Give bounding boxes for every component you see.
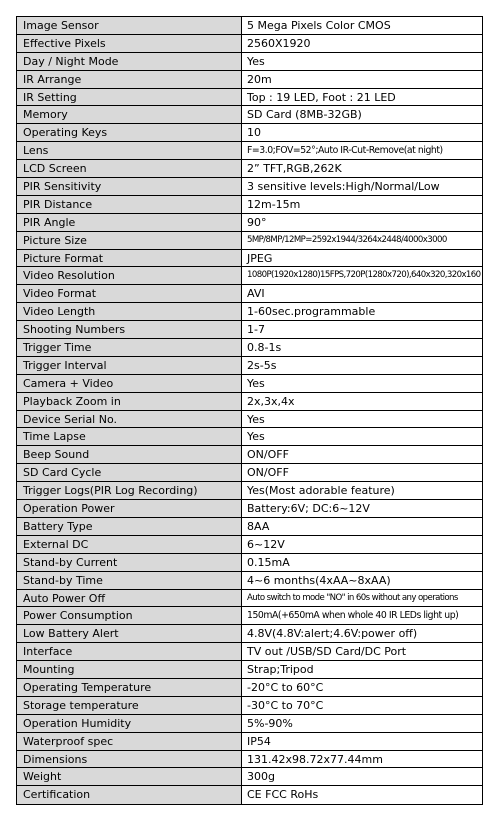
spec-label: Operation Humidity	[17, 715, 242, 732]
table-row	[17, 53, 482, 71]
table-row	[17, 106, 482, 124]
spec-label: Camera + Video	[17, 375, 242, 392]
spec-label: SD Card Cycle	[17, 464, 242, 481]
table-row	[17, 35, 482, 53]
table-row	[17, 357, 482, 375]
spec-label: Stand-by Time	[17, 572, 242, 589]
table-row	[17, 643, 482, 661]
table-row	[17, 411, 482, 429]
spec-label: PIR Angle	[17, 214, 242, 231]
table-row	[17, 590, 482, 608]
table-row	[17, 733, 482, 751]
table-row	[17, 697, 482, 715]
table-row	[17, 393, 482, 411]
spec-label: IR Arrange	[17, 71, 242, 88]
table-row	[17, 250, 482, 268]
spec-value: 2560X1920	[247, 36, 311, 50]
spec-value: 6~12V	[247, 537, 285, 551]
spec-label: Trigger Interval	[17, 357, 242, 374]
table-row	[17, 214, 482, 232]
spec-label: Video Resolution	[17, 267, 242, 284]
spec-label: PIR Distance	[17, 196, 242, 213]
spec-label: Certification	[17, 786, 242, 804]
spec-value: TV out /USB/SD Card/DC Port	[247, 645, 407, 659]
table-row	[17, 196, 482, 214]
spec-value: Yes	[247, 54, 265, 68]
table-row	[17, 786, 482, 804]
spec-value: Auto switch to mode "NO" in 60s without any operations	[247, 592, 458, 603]
table-row	[17, 321, 482, 339]
spec-label: Picture Format	[17, 250, 242, 267]
spec-value: 300g	[247, 770, 275, 784]
spec-value: 20m	[247, 72, 272, 86]
spec-value: 12m-15m	[247, 197, 301, 211]
spec-value: 2” TFT,RGB,262K	[247, 162, 342, 176]
table-row	[17, 160, 482, 178]
spec-value: 3 sensitive levels:High/Normal/Low	[247, 180, 440, 194]
spec-value: 2s-5s	[247, 358, 277, 372]
spec-label: Picture Size	[17, 232, 242, 249]
table-row	[17, 71, 482, 89]
spec-label: External DC	[17, 536, 242, 553]
spec-value: -30°C to 70°C	[247, 698, 324, 712]
table-row	[17, 375, 482, 393]
spec-label: IR Setting	[17, 89, 242, 106]
spec-label: Storage temperature	[17, 697, 242, 714]
spec-value: JPEG	[247, 251, 273, 265]
table-row	[17, 554, 482, 572]
spec-value: F=3.0;FOV=52°;Auto IR-Cut-Remove(at night)	[247, 145, 443, 157]
spec-value: Yes	[247, 412, 265, 426]
spec-label: Day / Night Mode	[17, 53, 242, 70]
spec-label: Power Consumption	[17, 607, 242, 624]
spec-label: Device Serial No.	[17, 411, 242, 428]
spec-value: IP54	[247, 734, 271, 748]
spec-label: Dimensions	[17, 751, 242, 768]
spec-label: Operation Power	[17, 500, 242, 517]
spec-label: Video Length	[17, 303, 242, 320]
table-row	[17, 142, 482, 160]
spec-value: Yes	[247, 430, 265, 444]
spec-value: 0.8-1s	[247, 341, 282, 355]
spec-label: Beep Sound	[17, 446, 242, 463]
spec-value: 5MP/8MP/12MP=2592x1944/3264x2448/4000x3000	[247, 234, 447, 245]
spec-label: Time Lapse	[17, 428, 242, 445]
table-row	[17, 607, 482, 625]
table-row	[17, 89, 482, 107]
spec-value: -20°C to 60°C	[247, 680, 324, 694]
spec-label: Waterproof spec	[17, 733, 242, 750]
spec-value: 0.15mA	[247, 555, 290, 569]
spec-label: Playback Zoom in	[17, 393, 242, 410]
spec-value: 2x,3x,4x	[247, 394, 295, 408]
spec-value: 4.8V(4.8V:alert;4.6V:power off)	[247, 627, 418, 641]
spec-value: ON/OFF	[247, 466, 289, 480]
spec-label: Trigger Time	[17, 339, 242, 356]
table-row	[17, 768, 482, 786]
table-row	[17, 464, 482, 482]
spec-label: Weight	[17, 768, 242, 785]
spec-value: AVI	[247, 287, 265, 301]
spec-value: SD Card (8MB-32GB)	[247, 108, 362, 122]
spec-label: Auto Power Off	[17, 590, 242, 607]
spec-label: Image Sensor	[17, 17, 242, 34]
spec-table	[16, 16, 483, 805]
spec-value: ON/OFF	[247, 448, 289, 462]
spec-value: 1080P(1920x1280)15FPS,720P(1280x720),640x320,320x160	[247, 270, 481, 281]
table-row	[17, 679, 482, 697]
spec-value: 5%-90%	[247, 716, 293, 730]
spec-value: Top : 19 LED, Foot : 21 LED	[247, 90, 396, 104]
table-row	[17, 482, 482, 500]
table-row	[17, 751, 482, 769]
spec-value: 1-60sec.programmable	[247, 305, 376, 319]
spec-value: CE FCC RoHs	[247, 788, 319, 802]
spec-value: 150mA(+650mA when whole 40 IR LEDs light up)	[247, 610, 459, 622]
spec-label: Mounting	[17, 661, 242, 678]
spec-value: Yes	[247, 376, 265, 390]
spec-label: Memory	[17, 106, 242, 123]
table-row	[17, 572, 482, 590]
spec-value: 10	[247, 126, 261, 140]
spec-label: PIR Sensitivity	[17, 178, 242, 195]
spec-value: Strap;Tripod	[247, 663, 314, 677]
spec-value: 90°	[247, 215, 267, 229]
spec-value: 8AA	[247, 519, 270, 533]
table-row	[17, 446, 482, 464]
spec-value: Battery:6V; DC:6~12V	[247, 502, 370, 516]
table-row	[17, 178, 482, 196]
table-row	[17, 428, 482, 446]
table-row	[17, 625, 482, 643]
table-row	[17, 267, 482, 285]
spec-label: Shooting Numbers	[17, 321, 242, 338]
table-row	[17, 124, 482, 142]
spec-label: Lens	[17, 142, 242, 159]
table-row	[17, 715, 482, 733]
spec-label: Operating Keys	[17, 124, 242, 141]
spec-label: Effective Pixels	[17, 35, 242, 52]
spec-label: Low Battery Alert	[17, 625, 242, 642]
table-row	[17, 500, 482, 518]
spec-value: Yes(Most adorable feature)	[247, 484, 395, 498]
spec-label: Operating Temperature	[17, 679, 242, 696]
table-row	[17, 17, 482, 35]
spec-value: 4~6 months(4xAA~8xAA)	[247, 573, 391, 587]
spec-label: Battery Type	[17, 518, 242, 535]
spec-label: Interface	[17, 643, 242, 660]
spec-label: Video Format	[17, 285, 242, 302]
table-row	[17, 536, 482, 554]
table-row	[17, 518, 482, 536]
table-row	[17, 661, 482, 679]
table-row	[17, 232, 482, 250]
spec-value: 131.42x98.72x77.44mm	[247, 752, 383, 766]
spec-label: Trigger Logs(PIR Log Recording)	[17, 482, 242, 499]
table-row	[17, 303, 482, 321]
spec-label: Stand-by Current	[17, 554, 242, 571]
spec-label: LCD Screen	[17, 160, 242, 177]
spec-value: 1-7	[247, 323, 265, 337]
table-row	[17, 339, 482, 357]
spec-value: 5 Mega Pixels Color CMOS	[247, 19, 391, 32]
table-row	[17, 285, 482, 303]
